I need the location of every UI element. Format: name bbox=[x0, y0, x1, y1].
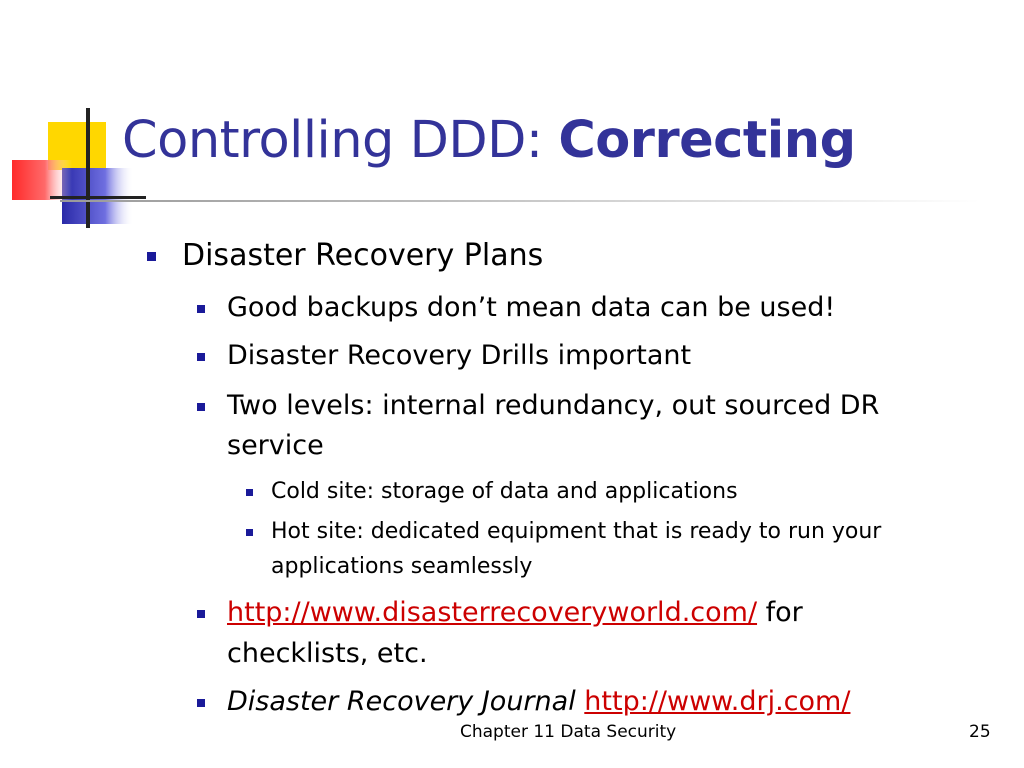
drj-link[interactable]: http://www.drj.com/ bbox=[584, 686, 851, 717]
sub-bullet-drills: Disaster Recovery Drills important bbox=[227, 340, 691, 371]
footer-chapter: Chapter 11 Data Security bbox=[460, 722, 677, 742]
title-divider bbox=[60, 200, 980, 202]
title-bold: Correcting bbox=[558, 111, 856, 170]
sub-bullet-disaster-world-link: http://www.disasterrecoveryworld.com/ for bbox=[227, 597, 803, 628]
bullet-square-icon bbox=[197, 699, 205, 707]
bullet-square-icon bbox=[246, 489, 253, 496]
sub-sub-bullet-cold-site: Cold site: storage of data and applications bbox=[271, 479, 738, 504]
sub-bullet-two-levels-cont: service bbox=[227, 430, 324, 461]
bullet-square-icon bbox=[197, 403, 205, 411]
sub-bullet-two-levels: Two levels: internal redundancy, out sourced DR bbox=[227, 390, 879, 421]
sub-bullet-drj bbox=[227, 686, 850, 717]
journal-name: Disaster Recovery Journal bbox=[227, 686, 576, 717]
bullet-disaster-recovery-plans: Disaster Recovery Plans bbox=[182, 238, 543, 273]
sub-sub-bullet-hot-site-cont: applications seamlessly bbox=[271, 554, 533, 579]
slide-title bbox=[122, 112, 856, 171]
bullet-square-icon bbox=[197, 305, 205, 313]
disaster-recovery-world-link[interactable]: http://www.disasterrecoveryworld.com/ bbox=[227, 597, 758, 628]
bullet-square-icon bbox=[197, 353, 205, 361]
sub-bullet-good-backups: Good backups don’t mean data can be used! bbox=[227, 292, 835, 323]
sub-sub-bullet-hot-site: Hot site: dedicated equipment that is ready to run your bbox=[271, 519, 881, 544]
bullet-square-icon bbox=[147, 252, 156, 261]
bullet-square-icon bbox=[246, 529, 253, 536]
sub-bullet-disaster-world-cont: checklists, etc. bbox=[227, 638, 428, 669]
bullet-square-icon bbox=[197, 610, 205, 618]
page-number: 25 bbox=[969, 722, 991, 742]
title-main: Controlling DDD: bbox=[122, 111, 543, 170]
